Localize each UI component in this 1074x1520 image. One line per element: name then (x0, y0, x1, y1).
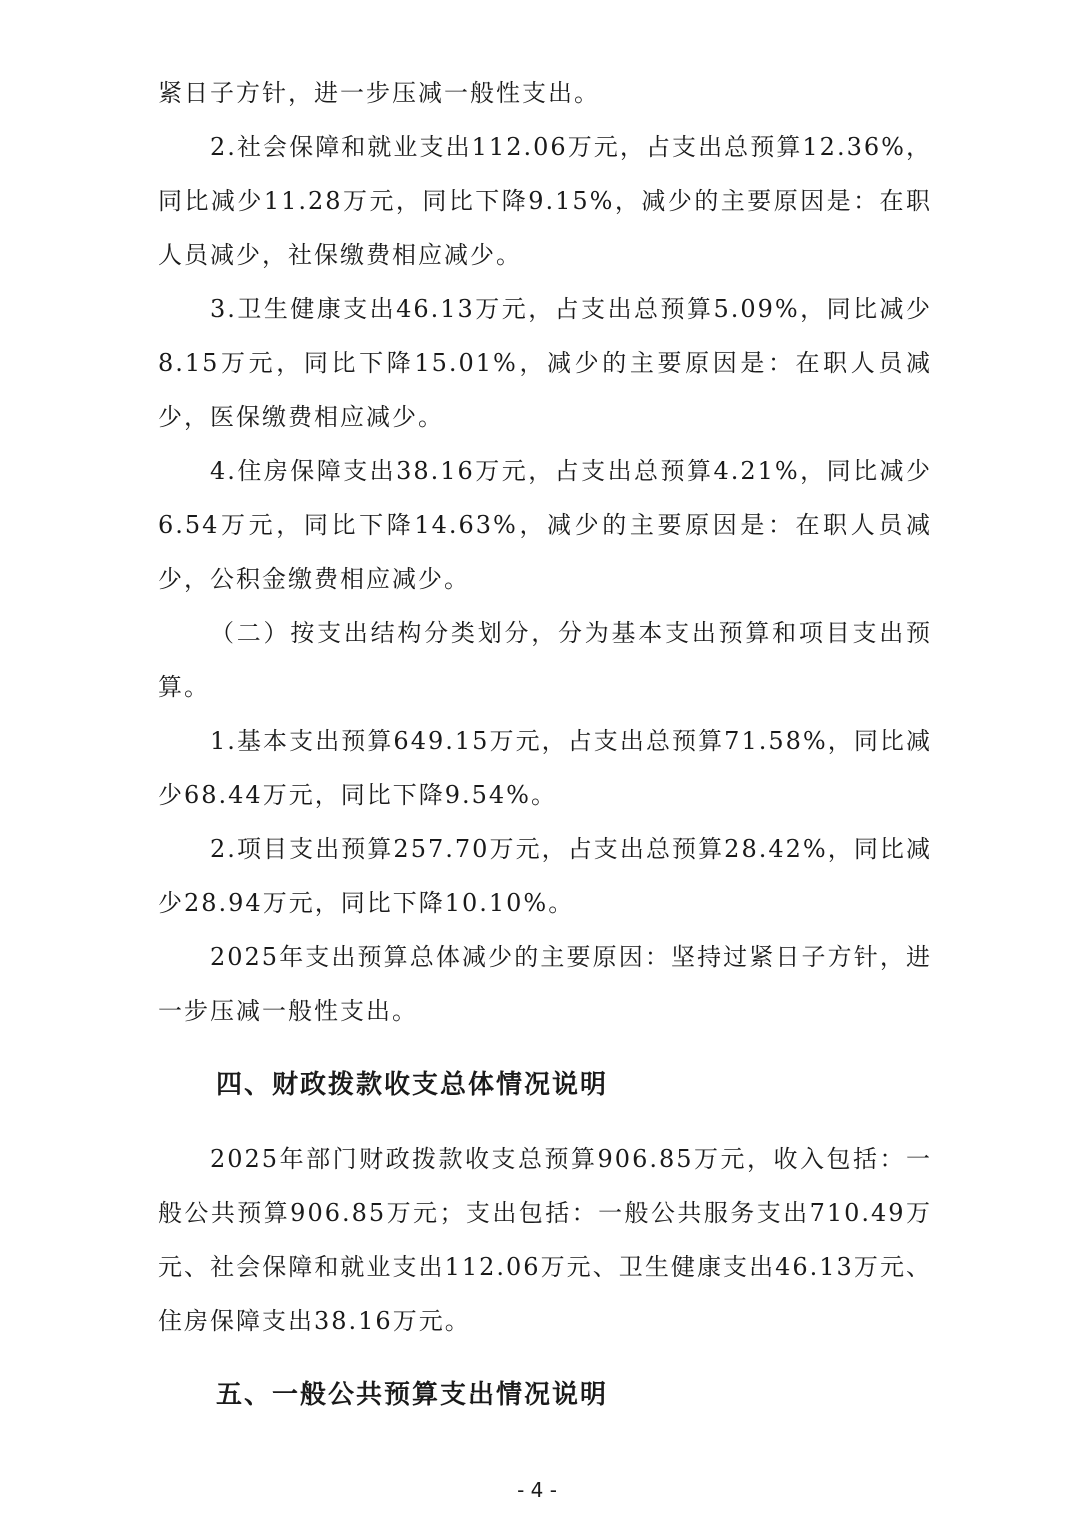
basic-expenditure-paragraph: 1.基本支出预算649.15万元，占支出总预算71.58%，同比减少68.44万元，同比下降9.54%。 (158, 727, 932, 809)
overall-reason-paragraph: 2025年支出预算总体减少的主要原因：坚持过紧日子方针，进一步压减一般性支出。 (158, 943, 932, 1025)
structure-classification-paragraph: （二）按支出结构分类划分，分为基本支出预算和项目支出预算。 (158, 619, 932, 701)
housing-paragraph: 4.住房保障支出38.16万元，占支出总预算4.21%，同比减少6.54万元，同比下降14.63%，减少的主要原因是：在职人员减少，公积金缴费相应减少。 (158, 457, 932, 593)
page-content (158, 66, 932, 1422)
section-heading-5: 五、一般公共预算支出情况说明 (216, 1380, 609, 1410)
health-paragraph: 3.卫生健康支出46.13万元，占支出总预算5.09%，同比减少8.15万元，同比下降15.01%，减少的主要原因是：在职人员减少，医保缴费相应减少。 (158, 295, 932, 431)
fiscal-appropriation-paragraph: 2025年部门财政拨款收支总预算906.85万元，收入包括：一般公共预算906.85万元；支出包括：一般公共服务支出710.49万元、社会保障和就业支出112.06万元、卫生健康支出46.13万元、住房保障支出38.16万元。 (158, 1145, 932, 1335)
project-expenditure-paragraph: 2.项目支出预算257.70万元，占支出总预算28.42%，同比减少28.94万元，同比下降10.10%。 (158, 835, 932, 917)
continued-paragraph: 紧日子方针，进一步压减一般性支出。 (158, 79, 600, 107)
social-security-paragraph: 2.社会保障和就业支出112.06万元，占支出总预算12.36%，同比减少11.28万元，同比下降9.15%，减少的主要原因是：在职人员减少，社保缴费相应减少。 (158, 133, 932, 269)
section-heading-4: 四、财政拨款收支总体情况说明 (216, 1070, 609, 1100)
page-number: - 4 - (517, 1478, 557, 1502)
